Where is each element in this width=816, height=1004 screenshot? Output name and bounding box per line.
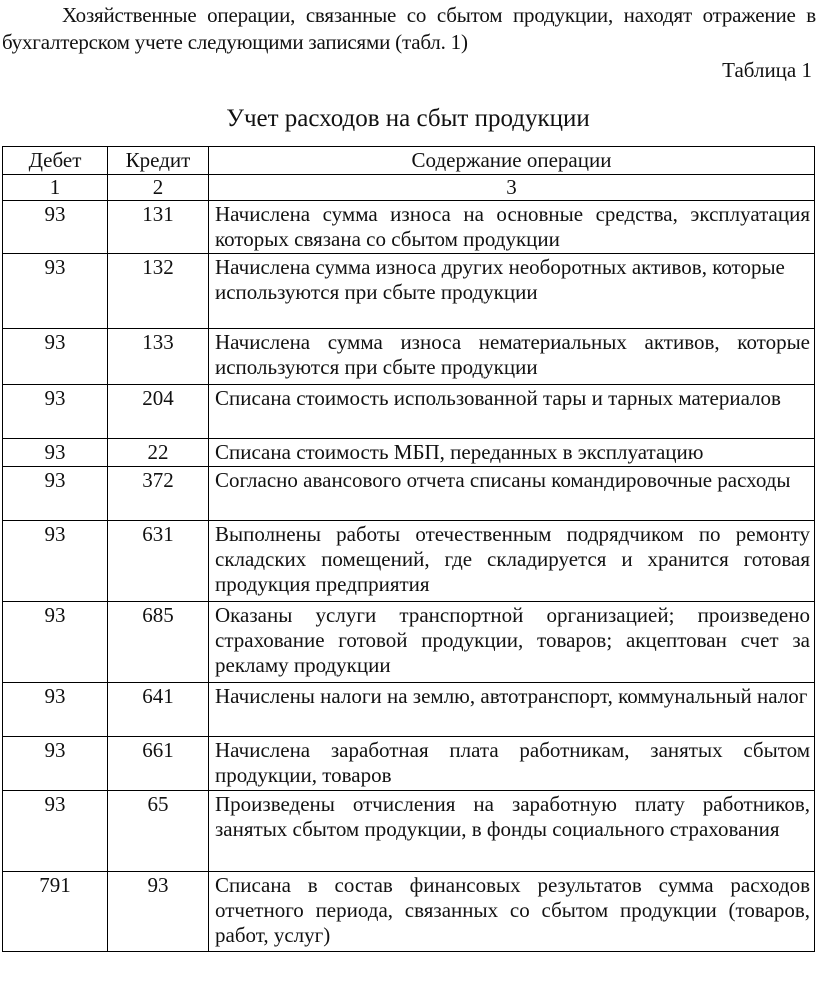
credit-cell: 204: [108, 385, 209, 439]
table-caption: Учет расходов на сбыт продукции: [226, 105, 590, 132]
debit-cell: 791: [3, 872, 108, 952]
table-row: [3, 521, 815, 602]
header-content: Содержание операции: [209, 147, 815, 175]
operation-cell: Начислена сумма износа нематериальных активов, которые используются при сбыте продукции: [209, 329, 815, 385]
operation-cell: Начислена заработная плата работникам, занятых сбытом продукции, товаров: [209, 737, 815, 791]
credit-cell: 641: [108, 683, 209, 737]
table-row: [3, 254, 815, 329]
operation-cell: Начислена сумма износа других необоротных активов, которые используются при сбыте продукции: [209, 254, 815, 329]
debit-cell: 93: [3, 683, 108, 737]
index-cell: 1: [3, 175, 108, 201]
operation-cell: Произведены отчисления на заработную плату работников, занятых сбытом продукции, в фонды социального страхования: [209, 791, 815, 872]
credit-cell: 131: [108, 201, 209, 254]
credit-cell: 65: [108, 791, 209, 872]
debit-cell: 93: [3, 467, 108, 521]
debit-cell: 93: [3, 201, 108, 254]
credit-cell: 93: [108, 872, 209, 952]
debit-cell: 93: [3, 439, 108, 467]
table-row: [3, 467, 815, 521]
debit-cell: 93: [3, 737, 108, 791]
index-cell: 3: [209, 175, 815, 201]
table-row: [3, 737, 815, 791]
table-row: [3, 872, 815, 952]
debit-cell: 93: [3, 254, 108, 329]
header-debit: Дебет: [3, 147, 108, 175]
operation-cell: Начислена сумма износа на основные средства, эксплуатация которых связана со сбытом продукции: [209, 201, 815, 254]
operation-cell: Оказаны услуги транспортной организацией; произведено страхование готовой продукции, товаров; акцептован счет за рекламу продукции: [209, 602, 815, 683]
table-row: [3, 201, 815, 254]
table-row: [3, 439, 815, 467]
index-row: [3, 175, 815, 201]
credit-cell: 132: [108, 254, 209, 329]
debit-cell: 93: [3, 602, 108, 683]
debit-cell: 93: [3, 521, 108, 602]
debit-cell: 93: [3, 329, 108, 385]
accounting-table: [2, 146, 815, 952]
intro-paragraph: Хозяйственные операции, связанные со сбытом продукции, находят отражение в бухгалтерском учете следующими записями (табл. 1): [2, 3, 816, 54]
table-row: [3, 329, 815, 385]
index-cell: 2: [108, 175, 209, 201]
table-row: [3, 385, 815, 439]
header-row: [3, 147, 815, 175]
table-number: Таблица 1: [722, 58, 812, 82]
operation-cell: Выполнены работы отечественным подрядчиком по ремонту складских помещений, где складируется и хранится готовая продукция предприятия: [209, 521, 815, 602]
credit-cell: 631: [108, 521, 209, 602]
operation-cell: Списана стоимость МБП, переданных в эксплуатацию: [209, 439, 815, 467]
credit-cell: 22: [108, 439, 209, 467]
header-credit: Кредит: [108, 147, 209, 175]
credit-cell: 133: [108, 329, 209, 385]
debit-cell: 93: [3, 385, 108, 439]
operation-cell: Согласно авансового отчета списаны командировочные расходы: [209, 467, 815, 521]
table-row: [3, 791, 815, 872]
credit-cell: 685: [108, 602, 209, 683]
operation-cell: Списана в состав финансовых результатов сумма расходов отчетного периода, связанных со сбытом продукции (товаров, работ, услуг): [209, 872, 815, 952]
credit-cell: 661: [108, 737, 209, 791]
debit-cell: 93: [3, 791, 108, 872]
operation-cell: Начислены налоги на землю, автотранспорт, коммунальный налог: [209, 683, 815, 737]
credit-cell: 372: [108, 467, 209, 521]
table-row: [3, 683, 815, 737]
operation-cell: Списана стоимость использованной тары и тарных материалов: [209, 385, 815, 439]
table-row: [3, 602, 815, 683]
